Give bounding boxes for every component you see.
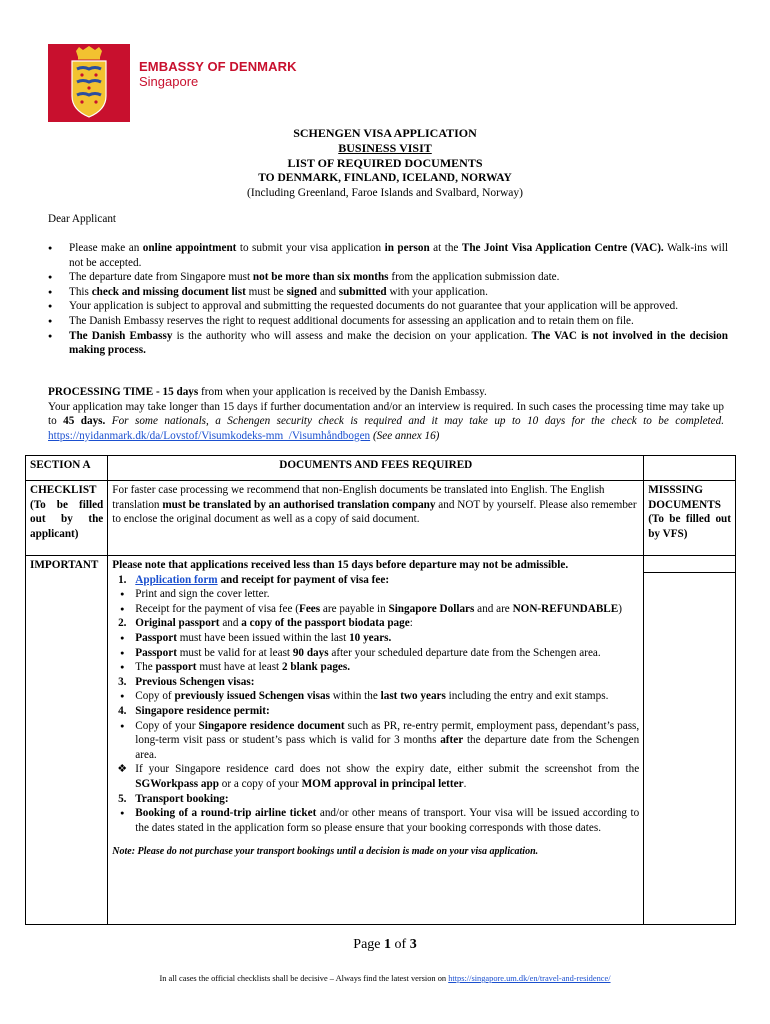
list-item: ● Copy of previously issued Schengen visas within the last two years including the entry and exit stamps. bbox=[120, 690, 609, 703]
list-item: ● The Danish Embassy reserves the right to request additional documents for assessing an application and to retain them on file. bbox=[48, 314, 728, 329]
embassy-name bbox=[139, 60, 297, 89]
list-item: ● Copy of your Singapore residence document such as PR, re-entry permit, employment pass, dependant’s pass, long-term visit pass or student’s pass which is valid for 3 months after the departure date from the Schengen area. bbox=[120, 719, 640, 761]
empty-cell bbox=[644, 456, 736, 481]
intro-bullet-list bbox=[48, 241, 728, 358]
section-label: SECTION A bbox=[26, 456, 108, 481]
list-item: ● Receipt for the payment of visa fee (Fees are payable in Singapore Dollars and are NON-REFUNDABLE) bbox=[120, 602, 622, 615]
list-item: 5. Transport booking: bbox=[118, 792, 229, 805]
document-title bbox=[0, 126, 770, 201]
table-row bbox=[26, 456, 736, 481]
list-item: ● The passport must have at least 2 blank pages. bbox=[120, 661, 351, 674]
missing-documents-label: MISSSING DOCUMENTS (To be filled out by VFS) bbox=[644, 481, 736, 556]
list-item: 1. Application form and receipt for payment of visa fee: bbox=[118, 573, 390, 586]
processing-time: PROCESSING TIME - 15 days from when your application is received by the Danish Embassy. Your application may take longer than 15 days if further documentation and/or an interview is required. In such cases the processing time may take up to 45 days. For some nationals, a Schengen security check is required and it may take up to 10 days for the check to be completed. https://nyidanmark.dk/da/Lovstof/Visumkodeks-mm_/Visumhåndbogen (See annex 16) bbox=[48, 386, 725, 442]
list-item: 3. Previous Schengen visas: bbox=[118, 675, 255, 688]
application-form-link[interactable]: Application form bbox=[135, 573, 218, 586]
embassy-logo bbox=[48, 44, 130, 122]
visa-handbook-link[interactable]: https://nyidanmark.dk/da/Lovstof/Visumkodeks-mm_/Visumhåndbogen bbox=[48, 429, 371, 442]
title-line-5: (Including Greenland, Faroe Islands and Svalbard, Norway) bbox=[247, 187, 523, 199]
transport-note: Note: Please do not purchase your transport bookings until a decision is made on your visa application. bbox=[112, 846, 539, 858]
important-intro: Please note that applications received less than 15 days before departure may not be admissible. bbox=[112, 559, 569, 571]
title-line-1: SCHENGEN VISA APPLICATION bbox=[293, 126, 477, 140]
diamond-icon: ❖ bbox=[117, 763, 128, 776]
greeting: Dear Applicant bbox=[48, 213, 117, 225]
coat-of-arms-icon bbox=[48, 44, 130, 122]
table-row bbox=[26, 481, 736, 556]
list-item: ● Your application is subject to approval and submitting the requested documents do not guarantee that your application will be approved. bbox=[48, 299, 728, 314]
requirements-table bbox=[25, 455, 736, 925]
list-item: 4. Singapore residence permit: bbox=[118, 704, 270, 717]
checklist-text: For faster case processing we recommend that non-English documents be translated into English. The English translation must be translated by an authorised translation company and NOT by yourself. Please also remember to enclose the original document as well as a copy of said document. bbox=[108, 481, 644, 556]
list-item: ❖ If your Singapore residence card does not show the expiry date, either submit the screenshot from the SGWorkpass app or a copy of your MOM approval in principal letter. bbox=[112, 762, 639, 791]
footer-link[interactable]: https://singapore.um.dk/en/travel-and-residence/ bbox=[448, 974, 611, 983]
list-item: 2. Original passport and a copy of the passport biodata page: bbox=[118, 617, 413, 630]
list-item: ● Booking of a round-trip airline ticket and/or other means of transport. Your visa will be issued according to the dates stated in the application form so please ensure that your booking corresponds with those dates. bbox=[120, 807, 640, 834]
list-item: ● Passport must be valid for at least 90 days after your scheduled departure date from the Schengen area. bbox=[120, 646, 601, 659]
list-item: ● The Danish Embassy is the authority who will assess and make the decision on your application. The VAC is not involved in the decision making process. bbox=[48, 329, 728, 358]
page-number: Page 1 of 3 bbox=[353, 937, 417, 952]
checklist-label: CHECKLIST (To be filled out by the applicant) bbox=[26, 481, 108, 556]
list-item: ● This check and missing document list must be signed and submitted with your application. bbox=[48, 285, 728, 300]
list-item: ● The departure date from Singapore must not be more than six months from the application submission date. bbox=[48, 270, 728, 285]
table-row bbox=[26, 556, 736, 925]
required-documents-cell bbox=[108, 556, 644, 925]
embassy-city: Singapore bbox=[139, 74, 199, 89]
important-label: IMPORTANT bbox=[26, 556, 108, 925]
empty-cell bbox=[644, 556, 736, 925]
footer: In all cases the official checklists shall be decisive – Always find the latest version on https://singapore.um.dk/en/travel-and-residence/ bbox=[159, 974, 611, 983]
embassy-org: EMBASSY OF DENMARK bbox=[139, 59, 297, 74]
title-line-2: BUSINESS VISIT bbox=[338, 141, 432, 155]
processing-label: PROCESSING TIME - 15 days bbox=[48, 386, 199, 398]
document-list bbox=[112, 573, 639, 836]
list-item: ● Print and sign the cover letter. bbox=[120, 588, 270, 601]
list-item: ● Passport must have been issued within the last 10 years. bbox=[120, 631, 392, 644]
title-line-4: TO DENMARK, FINLAND, ICELAND, NORWAY bbox=[258, 172, 512, 184]
list-item: ● Please make an online appointment to submit your visa application in person at the The Joint Visa Application Centre (VAC). Walk-ins will not be accepted. bbox=[48, 241, 728, 270]
title-line-3: LIST OF REQUIRED DOCUMENTS bbox=[287, 156, 483, 170]
docs-header: DOCUMENTS AND FEES REQUIRED bbox=[108, 456, 644, 481]
